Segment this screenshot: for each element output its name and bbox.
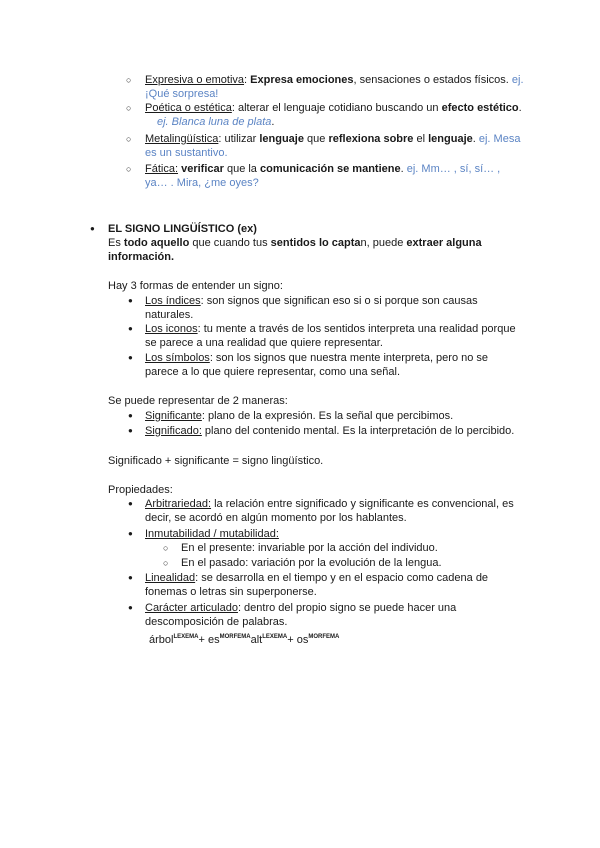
bold-text: lenguaje [259,133,304,145]
text: : se desarrolla en el tiempo y en el espacio como cadena de [195,572,489,584]
list-item [145,571,488,585]
list-item-continuation: naturales. [145,309,194,321]
term: Los índices [145,295,201,307]
term: Inmutabilidad / mutabilidad: [145,528,279,540]
example-line [157,115,274,129]
list-item [145,424,514,438]
example: ej. [511,74,524,86]
text: que cuando tus [192,237,268,249]
sub-bullet: ○ [163,558,169,568]
bullet: ● [128,529,133,538]
text: plano del contenido mental. Es la interpretación de lo percibido. [201,425,515,437]
bullet: ● [128,499,133,508]
list-item [145,497,514,511]
text: , sensaciones o estados físicos. [353,74,509,86]
bullet: ● [128,573,133,582]
sub-bullet: ○ [126,103,132,113]
text: : dentro del propio signo se puede hacer una [237,602,457,614]
function-metalinguistica [145,132,520,146]
tag-morfema: MORFEMA [219,634,251,640]
text: : son signos que significan eso si o si porque son causas [200,295,478,307]
text: que [307,133,326,145]
text: la relación entre significado y significante es convencional, es [211,498,514,510]
list-item [145,409,453,423]
sub-bullet: ○ [126,134,132,144]
term: Los símbolos [145,352,210,364]
list-item-continuation: se parece a una realidad que quiere representar. [145,337,383,349]
example-line: ¡Qué sorpresa! [145,88,219,100]
tag-morfema: MORFEMA [308,634,340,640]
tag-lexema: LEXEMA [262,634,288,640]
bold-text: sentidos lo capta [270,237,361,249]
list-item [145,322,516,336]
bold-text: extraer alguna [406,237,482,249]
list-item-continuation: decir, se acordó en algún momento por los hablantes. [145,512,407,524]
bold-text: Expresa emociones [250,74,354,86]
text: Es [108,237,121,249]
list-item [145,351,488,365]
bold-text: efecto estético [441,102,519,114]
text: : [244,74,248,86]
text: : tu mente a través de los sentidos interpreta una realidad porque [197,323,516,335]
bullet: ● [128,426,133,435]
tag-lexema: LEXEMA [173,634,199,640]
word: + os [287,634,309,646]
text: : utilizar [218,133,257,145]
list-item-continuation: descomposición de palabras. [145,616,288,628]
definition-line [108,236,482,250]
bullet: ● [128,603,133,612]
sub-list-item: En el presente: invariable por la acción del individuo. [181,542,438,554]
term: Arbitrariedad: [145,498,212,510]
function-poetica [145,101,522,115]
text: : plano de la expresión. Es la señal que percibimos. [201,410,454,422]
bullet: ● [128,353,133,362]
bullet: ● [128,296,133,305]
bold-text: verificar [181,163,224,175]
example-line: es un sustantivo. [145,147,228,159]
text: . [472,133,476,145]
bullet: ● [128,324,133,333]
paragraph: Hay 3 formas de entender un signo: [108,280,283,292]
morpheme-example [149,633,339,647]
term: Metalingüística [145,133,219,145]
bold-text: reflexiona sobre [328,133,414,145]
sub-bullet: ○ [163,543,169,553]
text: n, puede [360,237,404,249]
bold-text: comunicación se mantiene [260,163,401,175]
list-item-continuation: parece a lo que quiere representar, como una señal. [145,366,400,378]
term: Fática: [145,163,179,175]
paragraph: Se puede representar de 2 maneras: [108,395,288,407]
definition-line: información. [108,251,175,263]
text: . [518,102,522,114]
list-item [145,527,279,541]
list-item [145,294,478,308]
function-expresiva [145,73,524,87]
list-item-continuation: fonemas o letras sin superponerse. [145,586,317,598]
word: + es [198,634,220,646]
list-item [145,601,456,615]
term: Significante [145,410,202,422]
term: Significado: [145,425,202,437]
function-fatica [145,162,500,176]
text: : alterar el lenguaje cotidiano buscando un [231,102,439,114]
sub-bullet: ○ [126,164,132,174]
term: Carácter articulado [145,602,238,614]
paragraph: Propiedades: [108,484,173,496]
bold-text: todo aquello [123,237,190,249]
example: ej. Mm… , sí, sí… , [406,163,501,175]
text: . [400,163,404,175]
text: que la [226,163,257,175]
example: ej. Mesa [478,133,521,145]
example: ej. Blanca luna de plata [157,116,272,128]
word: alt [250,634,263,646]
bold-text: lenguaje [428,133,473,145]
term: Poética o estética [145,102,232,114]
word: árbol [149,634,174,646]
text: : son los signos que nuestra mente interpreta, pero no se [209,352,489,364]
term: Expresiva o emotiva [145,74,245,86]
bullet: ● [128,411,133,420]
bullet: ● [90,224,95,233]
sub-bullet: ○ [126,75,132,85]
section-heading: EL SIGNO LINGÜÍSTICO (ex) [108,223,257,235]
term: Los iconos [145,323,198,335]
equation: Significado + significante = signo lingüístico. [108,455,324,467]
term: Linealidad [145,572,196,584]
sub-list-item: En el pasado: variación por la evolución de la lengua. [181,557,442,569]
text: el [416,133,426,145]
example-line: ya… . Mira, ¿me oyes? [145,177,259,189]
text: . [271,116,275,128]
